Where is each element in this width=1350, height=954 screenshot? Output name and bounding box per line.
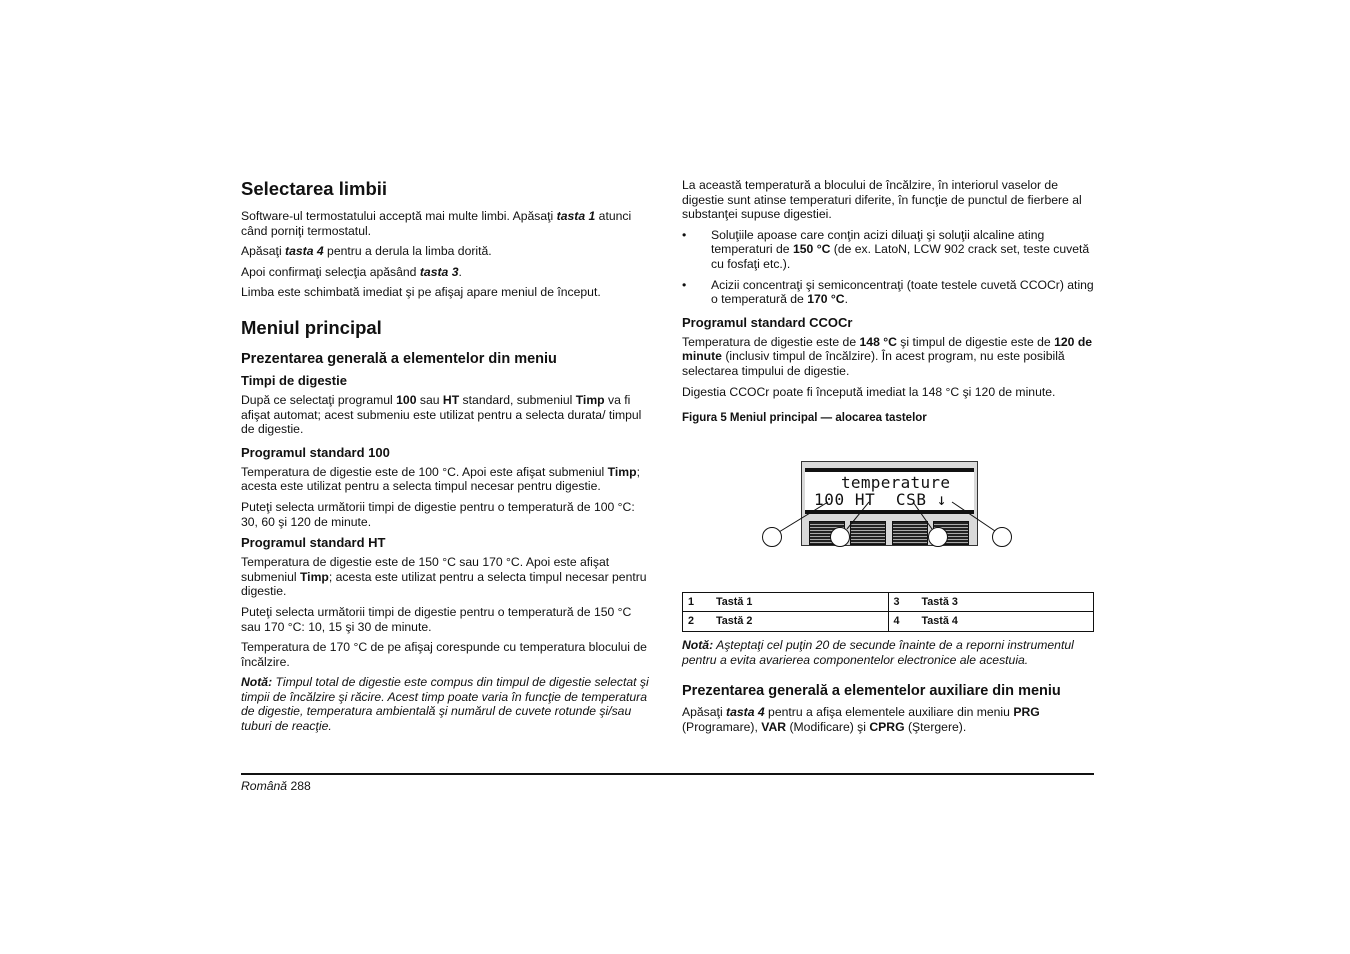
figure-caption: Figura 5 Meniul principal — alocarea tastelor xyxy=(682,412,927,425)
paragraph: Temperatura de 170 °C de pe afişaj corespunde cu temperatura blocului de încălzire. xyxy=(241,640,647,669)
paragraph: Temperatura de digestie este de 148 °C şi timpul de digestie este de 120 de minute (inclusiv timpul de încălzire). În acest program, nu este posibilă selectarea timpului de digestie. xyxy=(682,334,1093,378)
paragraph: Temperatura de digestie este de 100 °C. Apoi este afişat submeniul Timp; acesta este utilizat pentru a selecta timpul necesar pentru digestie. xyxy=(241,464,640,494)
paragraph: Apăsaţi tasta 4 pentru a afişa elementele auxiliare din meniu PRG (Programare), VAR (Modificare) şi CPRG (Ştergere). xyxy=(682,705,1040,734)
heading-standard-ht: Programul standard HT xyxy=(241,535,386,551)
list-item: • Soluţiile apoase care conţin acizi diluaţi şi soluţii alcaline ating temperaturi de 150 °C (de ex. LatoN, LCW 902 crack set, teste cuvetă cu fosfaţi etc.). xyxy=(682,228,1094,272)
callout-3 xyxy=(928,527,948,547)
table-row: 1 Tastă 1 3 Tastă 3 xyxy=(683,592,1094,612)
paragraph: Puteţi selecta următorii timpi de digestie pentru o temperatură de 100 °C: 30, 60 şi 120 de minute. xyxy=(241,499,635,529)
heading-standard-ccocr: Programul standard CCOCr xyxy=(682,314,853,330)
key-assignment-table xyxy=(682,592,1094,632)
callout-1 xyxy=(762,527,782,547)
note: Notă: Aşteptaţi cel puţin 20 de secunde înainte de a reporni instrumentul pentru a evita avarierea componentelor electronice ale acestuia. xyxy=(682,637,1074,667)
callout-leader-lines xyxy=(682,426,1094,592)
paragraph: Digestia CCOCr poate fi începută imediat la 148 °C şi 120 de minute. xyxy=(682,384,1056,399)
lcd-keypad-diagram xyxy=(682,426,1094,592)
paragraph: Puteţi selecta următorii timpi de digestie pentru o temperatură de 150 °C sau 170 °C: 10, 15 şi 30 de minute. xyxy=(241,604,632,634)
paragraph: La această temperatură a blocului de încălzire, în interiorul vaselor de digestie sunt atinse temperaturi diferite, în funcţie de punctul de fierbere al substanţei supuse digestiei. xyxy=(682,178,1082,222)
heading-language-selection: Selectarea limbii xyxy=(241,178,388,199)
table-row: 2 Tastă 2 4 Tastă 4 xyxy=(683,612,1094,632)
paragraph: Apăsaţi tasta 4 pentru a derula la limba dorită. xyxy=(241,244,492,259)
note: Notă: Timpul total de digestie este compus din timpul de digestie selectat şi timpii de încălzire şi răcire. Acest timp poate varia în funcţie de temperatura de digestie, temperatura ambientală şi numărul de cuvete rotunde şi/sau tuburi de reacţie. xyxy=(241,675,649,734)
paragraph: Apoi confirmaţi selecţia apăsând tasta 3. xyxy=(241,264,462,279)
list-item: • Acizii concentraţi şi semiconcentraţi (toate testele cuvetă CCOCr) ating o temperatură de 170 °C. xyxy=(682,278,1094,307)
left-column xyxy=(241,178,653,740)
heading-auxiliary-overview: Prezentarea generală a elementelor auxiliare din meniu xyxy=(682,683,1061,700)
footer-rule xyxy=(241,773,1094,775)
paragraph: Limba este schimbată imediat şi pe afişaj apare meniul de început. xyxy=(241,285,601,300)
lcd-line-1: temperature xyxy=(841,472,951,492)
page-footer: Română 288 xyxy=(241,779,311,793)
heading-menu-overview: Prezentarea generală a elementelor din meniu xyxy=(241,350,557,367)
lcd-line-2: 100 HT CSB ↓ xyxy=(814,489,948,509)
bullet-list xyxy=(682,228,1094,307)
paragraph: După ce selectaţi programul 100 sau HT standard, submeniul Timp va fi afişat automat; acest submeniu este utilizat pentru a selecta durata/ timpul de digestie. xyxy=(241,392,642,437)
heading-digestion-times: Timpi de digestie xyxy=(241,372,347,388)
callout-4 xyxy=(992,527,1012,547)
heading-standard-100: Programul standard 100 xyxy=(241,444,390,460)
heading-main-menu: Meniul principal xyxy=(241,316,382,338)
paragraph: Software-ul termostatului acceptă mai multe limbi. Apăsaţi tasta 1 atunci când porniţi termostatul. xyxy=(241,209,632,238)
callout-2 xyxy=(830,527,850,547)
paragraph: Temperatura de digestie este de 150 °C sau 170 °C. Apoi este afişat submeniul Timp; acesta este utilizat pentru a selecta timpul necesar pentru digestie. xyxy=(241,555,647,599)
right-column xyxy=(682,178,1094,740)
